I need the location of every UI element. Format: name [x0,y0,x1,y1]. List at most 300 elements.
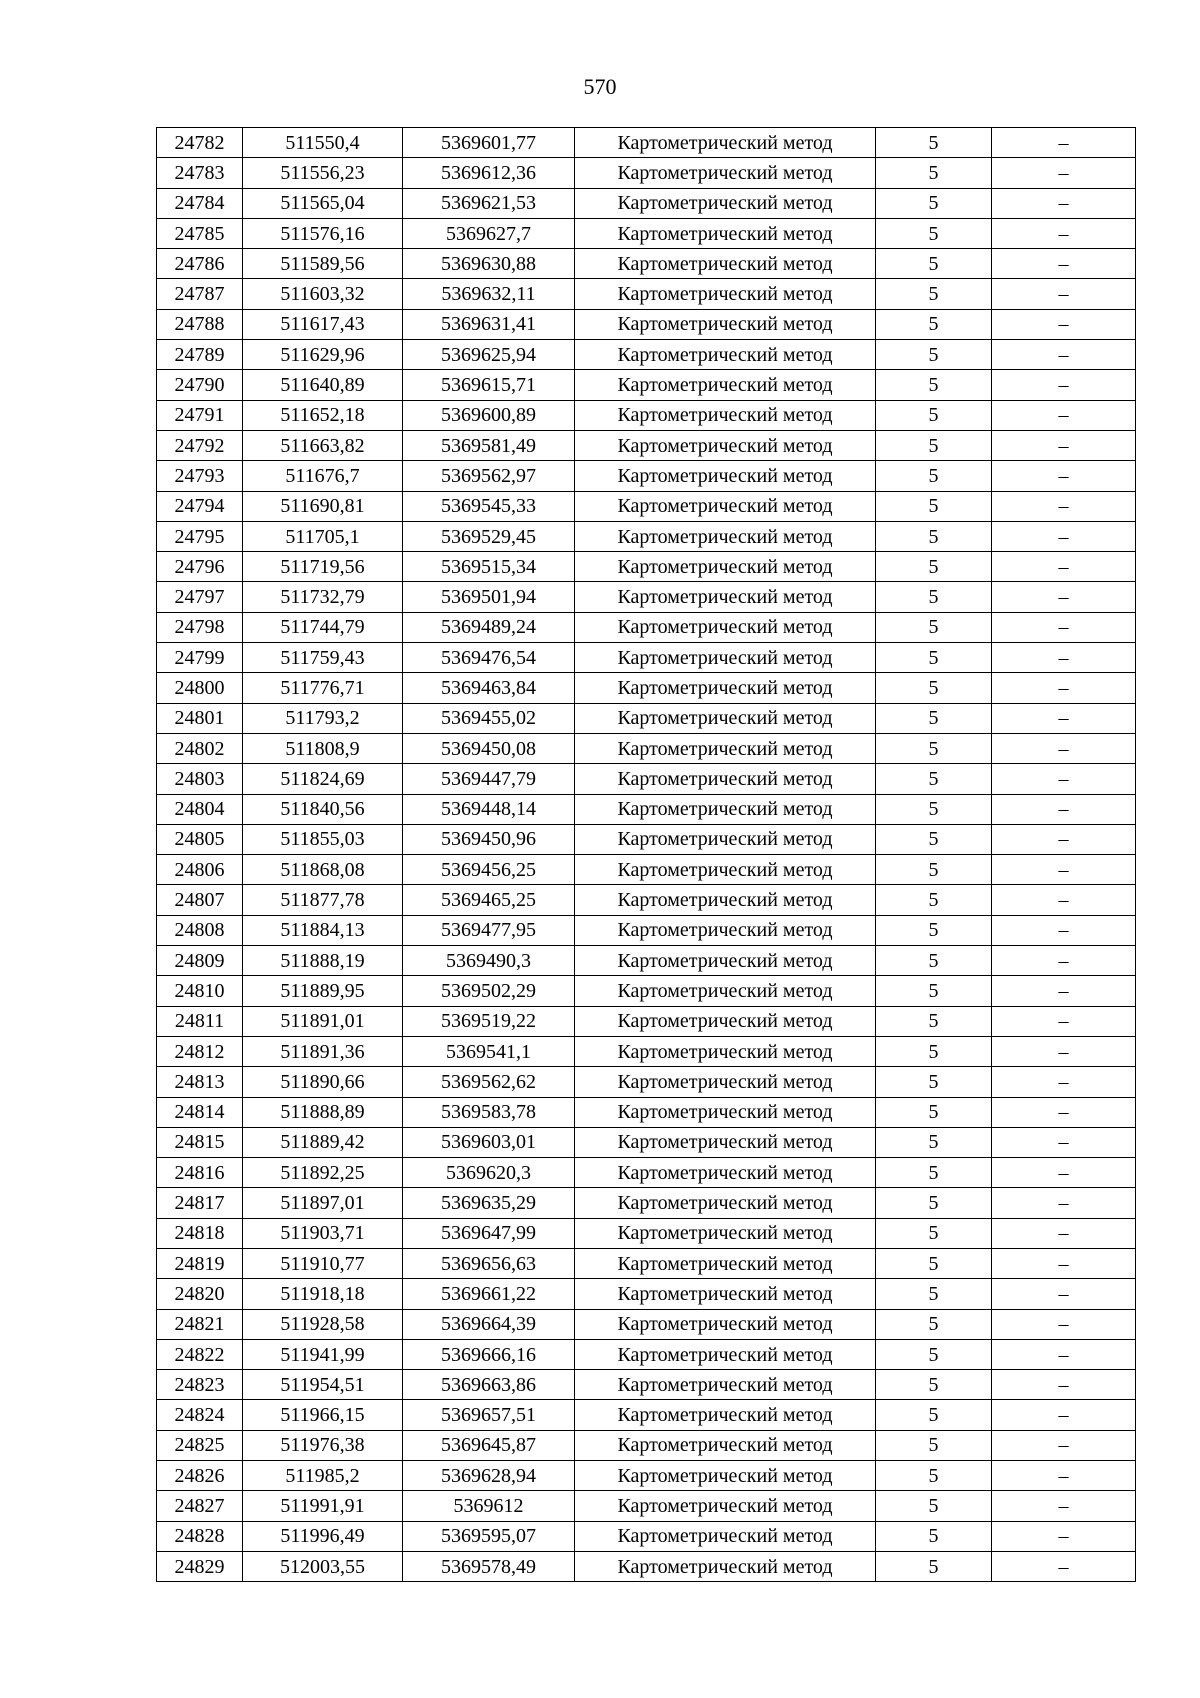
x-coordinate-cell: 511565,04 [243,188,403,218]
accuracy-cell: 5 [876,1400,992,1430]
accuracy-cell: 5 [876,491,992,521]
y-coordinate-cell: 5369455,02 [403,703,575,733]
method-cell: Картометрический метод [575,794,876,824]
point-number-cell: 24782 [157,128,243,158]
accuracy-cell: 5 [876,733,992,763]
x-coordinate-cell: 511808,9 [243,733,403,763]
point-number-cell: 24828 [157,1521,243,1551]
table-row [157,1521,1136,1551]
method-cell: Картометрический метод [575,521,876,551]
description-cell: – [992,885,1136,915]
method-cell: Картометрический метод [575,279,876,309]
point-number-cell: 24805 [157,824,243,854]
method-cell: Картометрический метод [575,249,876,279]
method-cell: Картометрический метод [575,643,876,673]
method-cell: Картометрический метод [575,1248,876,1278]
table-row [157,340,1136,370]
point-number-cell: 24803 [157,764,243,794]
table-row [157,188,1136,218]
table-row [157,976,1136,1006]
accuracy-cell: 5 [876,552,992,582]
description-cell: – [992,733,1136,763]
table-row [157,1218,1136,1248]
table-row [157,249,1136,279]
description-cell: – [992,915,1136,945]
point-number-cell: 24796 [157,552,243,582]
accuracy-cell: 5 [876,1491,992,1521]
accuracy-cell: 5 [876,370,992,400]
method-cell: Картометрический метод [575,1551,876,1581]
point-number-cell: 24804 [157,794,243,824]
y-coordinate-cell: 5369664,39 [403,1309,575,1339]
table-row [157,279,1136,309]
description-cell: – [992,1430,1136,1460]
point-number-cell: 24827 [157,1491,243,1521]
y-coordinate-cell: 5369647,99 [403,1218,575,1248]
x-coordinate-cell: 511550,4 [243,128,403,158]
method-cell: Картометрический метод [575,946,876,976]
y-coordinate-cell: 5369632,11 [403,279,575,309]
method-cell: Картометрический метод [575,309,876,339]
y-coordinate-cell: 5369515,34 [403,552,575,582]
accuracy-cell: 5 [876,824,992,854]
point-number-cell: 24797 [157,582,243,612]
description-cell: – [992,1248,1136,1278]
description-cell: – [992,400,1136,430]
y-coordinate-cell: 5369541,1 [403,1036,575,1066]
y-coordinate-cell: 5369627,7 [403,218,575,248]
table-row [157,1491,1136,1521]
y-coordinate-cell: 5369447,79 [403,764,575,794]
x-coordinate-cell: 511877,78 [243,885,403,915]
table-row [157,430,1136,460]
method-cell: Картометрический метод [575,1491,876,1521]
y-coordinate-cell: 5369581,49 [403,430,575,460]
point-number-cell: 24823 [157,1370,243,1400]
x-coordinate-cell: 511991,91 [243,1491,403,1521]
method-cell: Картометрический метод [575,1218,876,1248]
y-coordinate-cell: 5369656,63 [403,1248,575,1278]
method-cell: Картометрический метод [575,976,876,1006]
table-row [157,158,1136,188]
description-cell: – [992,976,1136,1006]
point-number-cell: 24795 [157,521,243,551]
accuracy-cell: 5 [876,1127,992,1157]
point-number-cell: 24798 [157,612,243,642]
point-number-cell: 24810 [157,976,243,1006]
y-coordinate-cell: 5369621,53 [403,188,575,218]
y-coordinate-cell: 5369635,29 [403,1188,575,1218]
method-cell: Картометрический метод [575,1461,876,1491]
method-cell: Картометрический метод [575,1400,876,1430]
table-row [157,764,1136,794]
method-cell: Картометрический метод [575,855,876,885]
method-cell: Картометрический метод [575,1158,876,1188]
description-cell: – [992,128,1136,158]
description-cell: – [992,1551,1136,1581]
x-coordinate-cell: 511966,15 [243,1400,403,1430]
method-cell: Картометрический метод [575,1279,876,1309]
method-cell: Картометрический метод [575,764,876,794]
table-row [157,370,1136,400]
method-cell: Картометрический метод [575,1067,876,1097]
point-number-cell: 24819 [157,1248,243,1278]
accuracy-cell: 5 [876,1006,992,1036]
accuracy-cell: 5 [876,188,992,218]
table-row [157,1339,1136,1369]
y-coordinate-cell: 5369529,45 [403,521,575,551]
point-number-cell: 24815 [157,1127,243,1157]
point-number-cell: 24801 [157,703,243,733]
method-cell: Картометрический метод [575,128,876,158]
method-cell: Картометрический метод [575,1036,876,1066]
method-cell: Картометрический метод [575,218,876,248]
description-cell: – [992,673,1136,703]
x-coordinate-cell: 511690,81 [243,491,403,521]
method-cell: Картометрический метод [575,552,876,582]
method-cell: Картометрический метод [575,370,876,400]
x-coordinate-cell: 511996,49 [243,1521,403,1551]
x-coordinate-cell: 511888,19 [243,946,403,976]
description-cell: – [992,643,1136,673]
y-coordinate-cell: 5369631,41 [403,309,575,339]
x-coordinate-cell: 511891,36 [243,1036,403,1066]
table-row [157,309,1136,339]
x-coordinate-cell: 511676,7 [243,461,403,491]
description-cell: – [992,1400,1136,1430]
point-number-cell: 24787 [157,279,243,309]
y-coordinate-cell: 5369477,95 [403,915,575,945]
point-number-cell: 24802 [157,733,243,763]
table-row [157,703,1136,733]
x-coordinate-cell: 511603,32 [243,279,403,309]
point-number-cell: 24812 [157,1036,243,1066]
description-cell: – [992,430,1136,460]
y-coordinate-cell: 5369603,01 [403,1127,575,1157]
y-coordinate-cell: 5369645,87 [403,1430,575,1460]
x-coordinate-cell: 511918,18 [243,1279,403,1309]
description-cell: – [992,612,1136,642]
description-cell: – [992,703,1136,733]
x-coordinate-cell: 511840,56 [243,794,403,824]
point-number-cell: 24807 [157,885,243,915]
y-coordinate-cell: 5369476,54 [403,643,575,673]
method-cell: Картометрический метод [575,1430,876,1460]
x-coordinate-cell: 511576,16 [243,218,403,248]
accuracy-cell: 5 [876,1218,992,1248]
point-number-cell: 24792 [157,430,243,460]
point-number-cell: 24788 [157,309,243,339]
method-cell: Картометрический метод [575,158,876,188]
accuracy-cell: 5 [876,400,992,430]
y-coordinate-cell: 5369661,22 [403,1279,575,1309]
point-number-cell: 24821 [157,1309,243,1339]
description-cell: – [992,158,1136,188]
accuracy-cell: 5 [876,1097,992,1127]
x-coordinate-cell: 511910,77 [243,1248,403,1278]
accuracy-cell: 5 [876,1067,992,1097]
table-row [157,461,1136,491]
table-row [157,1370,1136,1400]
accuracy-cell: 5 [876,703,992,733]
method-cell: Картометрический метод [575,1006,876,1036]
x-coordinate-cell: 511719,56 [243,552,403,582]
method-cell: Картометрический метод [575,915,876,945]
description-cell: – [992,1067,1136,1097]
accuracy-cell: 5 [876,430,992,460]
accuracy-cell: 5 [876,461,992,491]
point-number-cell: 24786 [157,249,243,279]
point-number-cell: 24794 [157,491,243,521]
method-cell: Картометрический метод [575,400,876,430]
table-row [157,1067,1136,1097]
accuracy-cell: 5 [876,855,992,885]
x-coordinate-cell: 511868,08 [243,855,403,885]
accuracy-cell: 5 [876,1248,992,1278]
accuracy-cell: 5 [876,764,992,794]
x-coordinate-cell: 511976,38 [243,1430,403,1460]
method-cell: Картометрический метод [575,1339,876,1369]
description-cell: – [992,855,1136,885]
method-cell: Картометрический метод [575,340,876,370]
y-coordinate-cell: 5369628,94 [403,1461,575,1491]
method-cell: Картометрический метод [575,703,876,733]
description-cell: – [992,249,1136,279]
y-coordinate-cell: 5369600,89 [403,400,575,430]
x-coordinate-cell: 511884,13 [243,915,403,945]
description-cell: – [992,1006,1136,1036]
x-coordinate-cell: 511903,71 [243,1218,403,1248]
table-row [157,1248,1136,1278]
point-number-cell: 24793 [157,461,243,491]
y-coordinate-cell: 5369615,71 [403,370,575,400]
table-row [157,1036,1136,1066]
table-row [157,1158,1136,1188]
description-cell: – [992,188,1136,218]
x-coordinate-cell: 511954,51 [243,1370,403,1400]
table-row [157,1097,1136,1127]
x-coordinate-cell: 511890,66 [243,1067,403,1097]
accuracy-cell: 5 [876,946,992,976]
description-cell: – [992,491,1136,521]
point-number-cell: 24791 [157,400,243,430]
point-number-cell: 24814 [157,1097,243,1127]
accuracy-cell: 5 [876,128,992,158]
method-cell: Картометрический метод [575,885,876,915]
y-coordinate-cell: 5369595,07 [403,1521,575,1551]
description-cell: – [992,1097,1136,1127]
y-coordinate-cell: 5369463,84 [403,673,575,703]
point-number-cell: 24826 [157,1461,243,1491]
point-number-cell: 24825 [157,1430,243,1460]
y-coordinate-cell: 5369601,77 [403,128,575,158]
y-coordinate-cell: 5369450,96 [403,824,575,854]
method-cell: Картометрический метод [575,430,876,460]
point-number-cell: 24790 [157,370,243,400]
y-coordinate-cell: 5369625,94 [403,340,575,370]
point-number-cell: 24806 [157,855,243,885]
point-number-cell: 24817 [157,1188,243,1218]
table-row [157,582,1136,612]
point-number-cell: 24784 [157,188,243,218]
x-coordinate-cell: 511888,89 [243,1097,403,1127]
method-cell: Картометрический метод [575,612,876,642]
coordinates-table [156,127,1136,1582]
x-coordinate-cell: 511732,79 [243,582,403,612]
table-row [157,1006,1136,1036]
y-coordinate-cell: 5369501,94 [403,582,575,612]
table-row [157,128,1136,158]
point-number-cell: 24818 [157,1218,243,1248]
method-cell: Картометрический метод [575,1309,876,1339]
x-coordinate-cell: 511744,79 [243,612,403,642]
x-coordinate-cell: 511897,01 [243,1188,403,1218]
accuracy-cell: 5 [876,279,992,309]
accuracy-cell: 5 [876,309,992,339]
y-coordinate-cell: 5369450,08 [403,733,575,763]
description-cell: – [992,1158,1136,1188]
description-cell: – [992,552,1136,582]
accuracy-cell: 5 [876,915,992,945]
description-cell: – [992,1370,1136,1400]
description-cell: – [992,521,1136,551]
x-coordinate-cell: 511640,89 [243,370,403,400]
description-cell: – [992,1036,1136,1066]
accuracy-cell: 5 [876,1551,992,1581]
description-cell: – [992,1188,1136,1218]
x-coordinate-cell: 511629,96 [243,340,403,370]
table-row [157,946,1136,976]
method-cell: Картометрический метод [575,1370,876,1400]
point-number-cell: 24820 [157,1279,243,1309]
description-cell: – [992,1309,1136,1339]
x-coordinate-cell: 511928,58 [243,1309,403,1339]
description-cell: – [992,764,1136,794]
x-coordinate-cell: 512003,55 [243,1551,403,1581]
method-cell: Картометрический метод [575,1188,876,1218]
method-cell: Картометрический метод [575,582,876,612]
y-coordinate-cell: 5369663,86 [403,1370,575,1400]
page-number: 570 [583,74,617,99]
method-cell: Картометрический метод [575,824,876,854]
table-row [157,673,1136,703]
x-coordinate-cell: 511889,95 [243,976,403,1006]
description-cell: – [992,1339,1136,1369]
x-coordinate-cell: 511889,42 [243,1127,403,1157]
x-coordinate-cell: 511617,43 [243,309,403,339]
accuracy-cell: 5 [876,249,992,279]
x-coordinate-cell: 511663,82 [243,430,403,460]
accuracy-cell: 5 [876,1339,992,1369]
table-row [157,491,1136,521]
x-coordinate-cell: 511759,43 [243,643,403,673]
table-row [157,612,1136,642]
description-cell: – [992,340,1136,370]
accuracy-cell: 5 [876,1279,992,1309]
y-coordinate-cell: 5369456,25 [403,855,575,885]
point-number-cell: 24785 [157,218,243,248]
method-cell: Картометрический метод [575,1521,876,1551]
y-coordinate-cell: 5369578,49 [403,1551,575,1581]
description-cell: – [992,1279,1136,1309]
accuracy-cell: 5 [876,976,992,1006]
table-row [157,218,1136,248]
accuracy-cell: 5 [876,218,992,248]
point-number-cell: 24822 [157,1339,243,1369]
description-cell: – [992,1127,1136,1157]
accuracy-cell: 5 [876,1036,992,1066]
method-cell: Картометрический метод [575,673,876,703]
method-cell: Картометрический метод [575,461,876,491]
description-cell: – [992,309,1136,339]
x-coordinate-cell: 511891,01 [243,1006,403,1036]
table-row [157,794,1136,824]
description-cell: – [992,1461,1136,1491]
point-number-cell: 24789 [157,340,243,370]
y-coordinate-cell: 5369502,29 [403,976,575,1006]
y-coordinate-cell: 5369583,78 [403,1097,575,1127]
table-row [157,1430,1136,1460]
table-row [157,1188,1136,1218]
table-row [157,1461,1136,1491]
accuracy-cell: 5 [876,643,992,673]
table-row [157,643,1136,673]
accuracy-cell: 5 [876,1370,992,1400]
y-coordinate-cell: 5369465,25 [403,885,575,915]
accuracy-cell: 5 [876,582,992,612]
point-number-cell: 24808 [157,915,243,945]
description-cell: – [992,370,1136,400]
y-coordinate-cell: 5369666,16 [403,1339,575,1369]
table-row [157,855,1136,885]
x-coordinate-cell: 511793,2 [243,703,403,733]
description-cell: – [992,794,1136,824]
accuracy-cell: 5 [876,158,992,188]
description-cell: – [992,1521,1136,1551]
y-coordinate-cell: 5369562,97 [403,461,575,491]
x-coordinate-cell: 511589,56 [243,249,403,279]
table-row [157,400,1136,430]
table-row [157,885,1136,915]
point-number-cell: 24813 [157,1067,243,1097]
y-coordinate-cell: 5369612 [403,1491,575,1521]
table-row [157,824,1136,854]
description-cell: – [992,218,1136,248]
y-coordinate-cell: 5369490,3 [403,946,575,976]
method-cell: Картометрический метод [575,1097,876,1127]
accuracy-cell: 5 [876,673,992,703]
description-cell: – [992,1491,1136,1521]
y-coordinate-cell: 5369612,36 [403,158,575,188]
y-coordinate-cell: 5369545,33 [403,491,575,521]
method-cell: Картометрический метод [575,491,876,521]
point-number-cell: 24809 [157,946,243,976]
method-cell: Картометрический метод [575,1127,876,1157]
y-coordinate-cell: 5369489,24 [403,612,575,642]
x-coordinate-cell: 511985,2 [243,1461,403,1491]
description-cell: – [992,946,1136,976]
accuracy-cell: 5 [876,340,992,370]
accuracy-cell: 5 [876,1158,992,1188]
description-cell: – [992,824,1136,854]
table-row [157,1309,1136,1339]
x-coordinate-cell: 511855,03 [243,824,403,854]
table-row [157,521,1136,551]
x-coordinate-cell: 511892,25 [243,1158,403,1188]
table-row [157,1127,1136,1157]
accuracy-cell: 5 [876,1521,992,1551]
table-row [157,733,1136,763]
